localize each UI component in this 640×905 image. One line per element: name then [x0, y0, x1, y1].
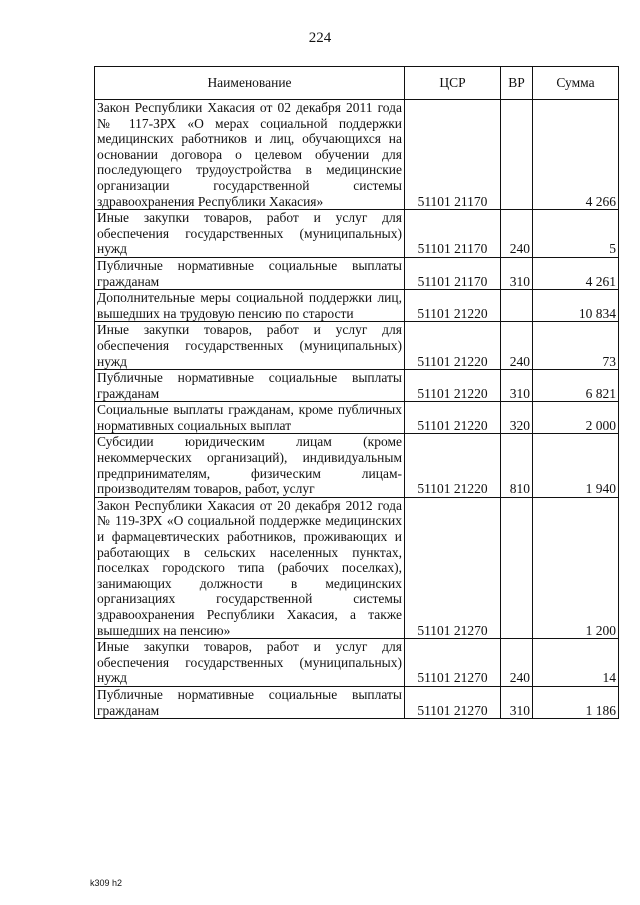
cell-name: Иные закупки товаров, работ и услуг для обеспечения государственных (муниципальных) нужд: [95, 322, 405, 370]
page-number: 224: [308, 30, 332, 46]
cell-csr: 51101 21220: [405, 290, 501, 322]
table-row: [95, 210, 619, 258]
cell-vr: 810: [501, 434, 533, 497]
cell-name: Закон Республики Хакасия от 20 декабря 2012 года № 119-ЗРХ «О социальной поддержке медицинских и фармацевтических работников, проживающих и работающих в сельских населенных пунктах, поселках городского типа (рабочих поселках), занимающих должности в медицинских организациях государственной системы здравоохранения Республики Хакасия, а также вышедших на пенсию»: [95, 497, 405, 638]
cell-csr: 51101 21170: [405, 257, 501, 289]
header-sum: Сумма: [533, 67, 619, 100]
table-row: [95, 639, 619, 687]
cell-csr: 51101 21270: [405, 639, 501, 687]
cell-sum: 14: [533, 639, 619, 687]
cell-sum: 6 821: [533, 370, 619, 402]
cell-csr: 51101 21270: [405, 497, 501, 638]
cell-sum: 5: [533, 210, 619, 258]
cell-name: Субсидии юридическим лицам (кроме некоммерческих организаций), индивидуальным предпринимателям, физическим лицам-производителям товаров, работ, услуг: [95, 434, 405, 497]
cell-vr: 310: [501, 686, 533, 718]
cell-vr: [501, 290, 533, 322]
cell-vr: [501, 497, 533, 638]
table-row: [95, 434, 619, 497]
cell-sum: 2 000: [533, 402, 619, 434]
header-csr: ЦСР: [405, 67, 501, 100]
table-header-row: [95, 67, 619, 100]
table-row: [95, 402, 619, 434]
cell-name: Публичные нормативные социальные выплаты гражданам: [95, 257, 405, 289]
table-row: [95, 257, 619, 289]
header-name: Наименование: [95, 67, 405, 100]
table-row: [95, 322, 619, 370]
cell-name: Дополнительные меры социальной поддержки лиц, вышедших на трудовую пенсию по старости: [95, 290, 405, 322]
cell-name: Публичные нормативные социальные выплаты гражданам: [95, 686, 405, 718]
table-row: [95, 497, 619, 638]
header-vr: ВР: [501, 67, 533, 100]
cell-csr: 51101 21220: [405, 434, 501, 497]
table-row: [95, 686, 619, 718]
cell-vr: 310: [501, 370, 533, 402]
cell-sum: 10 834: [533, 290, 619, 322]
cell-name: Иные закупки товаров, работ и услуг для обеспечения государственных (муниципальных) нужд: [95, 639, 405, 687]
cell-vr: 240: [501, 210, 533, 258]
table-row: [95, 100, 619, 210]
cell-vr: [501, 100, 533, 210]
cell-name: Закон Республики Хакасия от 02 декабря 2011 года № 117-ЗРХ «О мерах социальной поддержки медицинских работников и лиц, обучающихся на основании договора о целевом обучении для последующего трудоустройства в медицинские организации государственной системы здравоохранения Республики Хакасия»: [95, 100, 405, 210]
cell-sum: 1 200: [533, 497, 619, 638]
cell-csr: 51101 21170: [405, 210, 501, 258]
cell-csr: 51101 21220: [405, 322, 501, 370]
table-row: [95, 370, 619, 402]
cell-sum: 1 940: [533, 434, 619, 497]
cell-csr: 51101 21220: [405, 370, 501, 402]
cell-name: Иные закупки товаров, работ и услуг для обеспечения государственных (муниципальных) нужд: [95, 210, 405, 258]
cell-sum: 1 186: [533, 686, 619, 718]
cell-csr: 51101 21220: [405, 402, 501, 434]
cell-name: Публичные нормативные социальные выплаты гражданам: [95, 370, 405, 402]
cell-sum: 73: [533, 322, 619, 370]
cell-vr: 320: [501, 402, 533, 434]
cell-vr: 240: [501, 639, 533, 687]
cell-name: Социальные выплаты гражданам, кроме публичных нормативных социальных выплат: [95, 402, 405, 434]
cell-sum: 4 261: [533, 257, 619, 289]
table-row: [95, 290, 619, 322]
table-body: [95, 100, 619, 719]
cell-vr: 310: [501, 257, 533, 289]
cell-sum: 4 266: [533, 100, 619, 210]
cell-csr: 51101 21270: [405, 686, 501, 718]
footer-code: k309 h2: [90, 878, 123, 888]
cell-csr: 51101 21170: [405, 100, 501, 210]
budget-table: [94, 66, 619, 719]
cell-vr: 240: [501, 322, 533, 370]
